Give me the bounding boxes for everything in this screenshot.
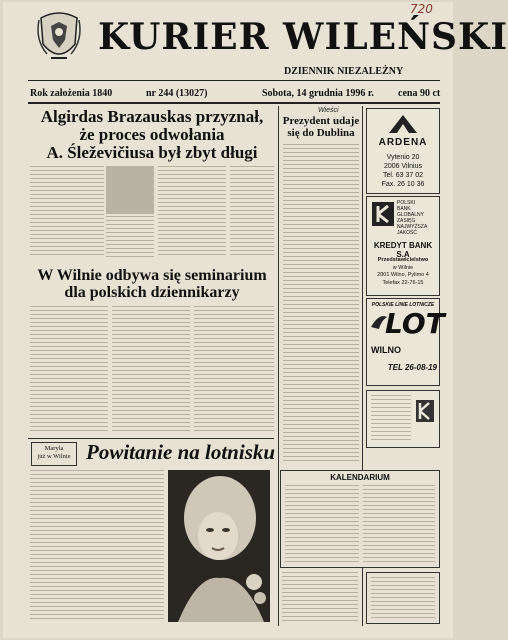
airport-kicker-line-2: już w Wilnie — [37, 453, 71, 460]
lot-city: WILNO — [371, 345, 401, 355]
kredyt-slogan-4: ZASIĘG — [397, 218, 416, 224]
kredyt-bank-name: KREDYT BANK S.A — [373, 241, 433, 259]
kredyt-bank-advertisement — [366, 196, 440, 296]
kredyt-slogan — [397, 200, 437, 236]
lot-tagline: POLSKIE LINIE LOTNICZE — [371, 302, 435, 308]
ardena-advertisement — [366, 108, 440, 194]
kredyt-slogan-2: BANK — [397, 206, 411, 212]
lead-article-text-col-2 — [158, 166, 226, 258]
airport-article-headline: Powitanie na lotnisku — [86, 440, 276, 464]
bottom-right-box — [366, 572, 440, 624]
kredyt-slogan-5: NAJWYŻSZA — [397, 224, 428, 230]
issue-date: Sobota, 14 grudnia 1996 r. — [262, 88, 374, 99]
ardena-logo-icon — [387, 113, 419, 135]
coat-of-arms-logo — [33, 10, 85, 66]
kredyt-slogan-6: JAKOŚĆ — [397, 230, 418, 236]
issue-price: cena 90 ct — [398, 88, 441, 99]
masthead-rule — [28, 80, 440, 81]
infobar-rule — [28, 102, 440, 104]
ardena-contact — [367, 153, 439, 189]
sidebar-news-text — [283, 144, 359, 462]
sidebar-section-label: Wieści — [318, 107, 339, 114]
column-divider-left — [278, 106, 279, 626]
weather-text — [282, 572, 358, 622]
airport-kicker — [32, 445, 76, 461]
seminar-text-col-1 — [30, 306, 108, 434]
issue-number: nr 244 (13027) — [146, 88, 208, 99]
kredyt-office-3: 2001 Wilno, Pylimo 4 — [377, 272, 429, 278]
small-advertisement — [366, 390, 440, 448]
handwritten-page-number: 720 — [410, 2, 433, 16]
kredyt-office-2: w Wilnie — [392, 264, 414, 271]
kredyt-bank-logo-icon — [371, 201, 395, 227]
kredyt-office-1: Przedstawicielstwo — [377, 257, 429, 263]
small-ad-logo-icon — [415, 399, 435, 423]
kredyt-slogan-1: POLSKI — [397, 200, 416, 206]
airport-kicker-box — [31, 442, 77, 466]
lead-article-photo — [106, 166, 154, 214]
sidebar-headline-line-2: się do Dublina — [287, 126, 355, 139]
lead-article-text-col-1 — [30, 166, 104, 258]
seminar-article-headline — [30, 268, 274, 302]
small-ad-text — [371, 395, 411, 443]
ardena-line-3: Tel. 63 37 02 — [382, 172, 424, 179]
lead-headline-line-3: A. Śleževičiusa był zbyt długi — [46, 142, 258, 162]
ardena-brand: ARDENA — [378, 137, 428, 148]
ardena-line-4: Fax. 26 10 36 — [381, 181, 425, 188]
calendar-col-1 — [285, 485, 359, 563]
lead-headline-line-2: że proces odwołania — [79, 124, 225, 144]
lot-phone: TEL 26-08-19 — [387, 363, 437, 372]
seminar-headline-line-1: W Wilnie odbywa się seminarium — [37, 267, 267, 284]
lead-article-headline — [30, 108, 274, 162]
calendar-box — [280, 470, 440, 568]
lead-article-text-col-3 — [230, 166, 274, 258]
ardena-line-2: 2006 Vilnius — [383, 163, 422, 170]
airport-kicker-line-1: Maryla — [44, 445, 64, 452]
lead-headline-line-1: Algirdas Brazauskas przyznał, — [40, 107, 264, 126]
bottom-right-text — [371, 577, 435, 619]
kredyt-office-4: Telefax 22-76-15 — [382, 279, 424, 286]
masthead-subtitle: DZIENNIK NIEZALEŻNY — [284, 66, 404, 77]
airport-article-text — [30, 470, 164, 622]
seminar-text-col-2 — [112, 306, 190, 434]
sidebar-news-headline — [282, 116, 360, 139]
kredyt-bank-office — [367, 257, 439, 287]
ardena-line-1: Vytenio 20 — [386, 154, 420, 161]
lead-article-text-col-1b — [106, 216, 154, 258]
lot-brand: LOT — [385, 307, 445, 340]
calendar-title: KALENDARIUM — [330, 473, 390, 482]
founded-year: Rok założenia 1840 — [30, 88, 113, 99]
maryla-photo — [168, 470, 270, 622]
seminar-headline-line-2: dla polskich dziennikarzy — [64, 283, 240, 301]
kredyt-slogan-3: GLOBALNY — [397, 212, 424, 218]
seminar-text-col-3 — [194, 306, 274, 434]
masthead-title: KURIER WILEŃSKI — [98, 16, 508, 58]
section-divider — [28, 438, 274, 439]
sidebar-headline-line-1: Prezydent udaje — [282, 115, 360, 127]
calendar-col-2 — [363, 485, 435, 563]
lot-advertisement — [366, 298, 445, 386]
